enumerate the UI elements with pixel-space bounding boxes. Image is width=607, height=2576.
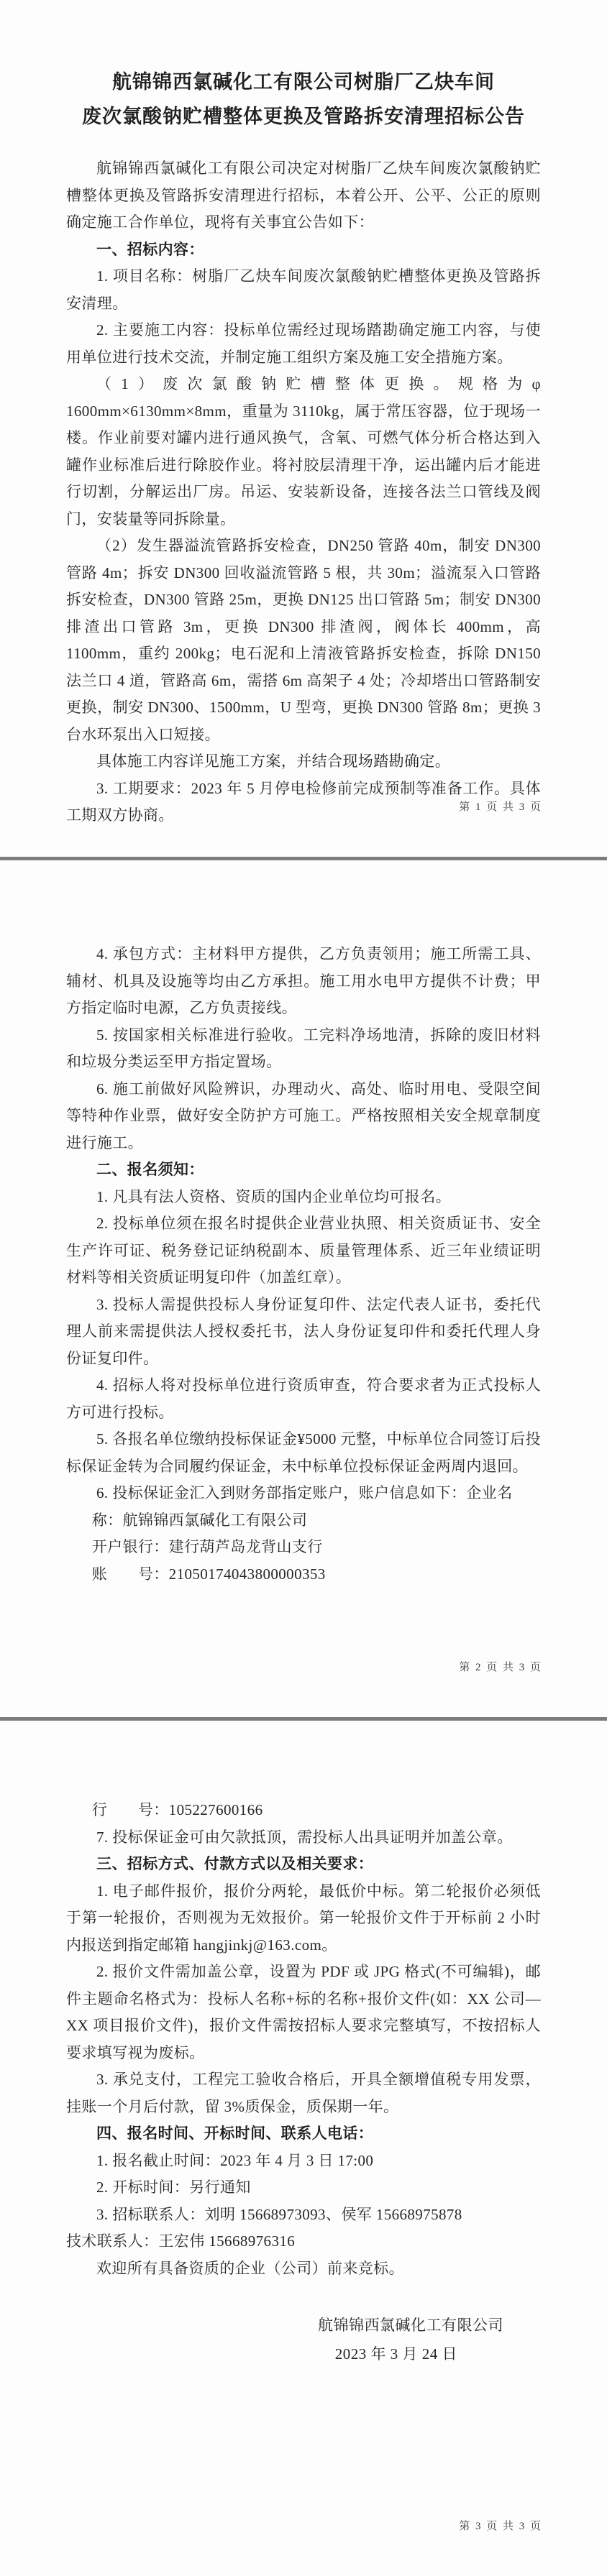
document-title	[66, 65, 541, 134]
intro-paragraph: 航锦锦西氯碱化工有限公司决定对树脂厂乙炔车间废次氯酸钠贮槽整体更换及管路拆安清理进行招标，本着公开、公平、公正的原则确定施工合作单位，现将有关事宜公告如下：	[66, 160, 541, 231]
registration-note-qualification-review: 4. 招标人将对投标单位进行资质审查，符合要求者为正式投标人方可进行投标。	[66, 1376, 541, 1421]
page-2	[0, 860, 607, 1717]
bank-branch-number-line: 行 号：105227600166	[91, 1801, 263, 1818]
item-main-construction-content: 2. 主要施工内容：投标单位需经过现场踏勘确定施工内容，与使用单位进行技术交流，并制定施工组织方案及施工安全措施方案。	[66, 321, 541, 366]
account-number-line: 账 号：21050174043800000353	[91, 1565, 326, 1583]
item-contracting-method: 4. 承包方式：主材料甲方提供，乙方负责领用；施工所需工具、辅材、机具及设施等均由乙方承担。施工用水电甲方提供不计费；甲方指定临时电源，乙方负责接线。	[66, 945, 541, 1016]
page-1	[0, 0, 607, 857]
item-deposit-offset: 7. 投标保证金可由欠款抵顶，需投标人出具证明并加盖公章。	[96, 1828, 513, 1846]
document-title-line2: 废次氯酸钠贮槽整体更换及管路拆安清理招标公告	[82, 106, 525, 127]
registration-note-bid-deposit: 5. 各报名单位缴纳投标保证金¥5000 元整，中标单位合同签订后投标保证金转为合同履约保证金，未中标单位投标保证金两周内退回。	[66, 1430, 541, 1475]
item-acceptance-standard: 5. 按国家相关标准进行验收。工完料净场地清，拆除的废旧材料和垃圾分类运至甲方指定置场。	[66, 1026, 541, 1070]
page-number: 第 2 页 共 3 页	[459, 1662, 542, 1673]
section2-heading: 二、报名须知：	[96, 1162, 204, 1178]
item-schedule-requirement: 3. 工期要求：2023 年 5 月停电检修前完成预制等准备工作。具体工期双方协商。	[66, 779, 541, 824]
sub-item-pipeline-work: （2）发生器溢流管路拆安检查，DN250 管路 40m，制安 DN300 管路 4m；拆安 DN300 回收溢流管路 5 根，共 30m；溢流泵入口管路拆安检查，DN300 管路 25m，更换 DN125 出口管路 5m；制安 DN300 排渣出口管路 3m，更换 DN300 排渣阀，阀体长 400mm，高 1100mm，重约 200kg；电石泥和上清液管路拆安检查，拆除 DN150 法兰口 4 道，管路高 6m，需搭 6m 高架子 4 处；冷却塔出口管路制安更换，制安 DN300、1500mm，U 型弯，更换 DN300 管路 8m；更换 3 台水环泵出入口短接。	[66, 537, 541, 743]
section4-heading: 四、报名时间、开标时间、联系人电话：	[96, 2125, 374, 2142]
item-project-name: 1. 项目名称：树脂厂乙炔车间废次氯酸钠贮槽整体更换及管路拆安清理。	[66, 267, 541, 312]
document-title-line1: 航锦锦西氯碱化工有限公司树脂厂乙炔车间	[112, 71, 495, 93]
signature-block	[66, 2311, 541, 2368]
construction-note: 具体施工内容详见施工方案，并结合现场踏勘确定。	[96, 753, 451, 770]
technical-contact: 技术联系人：王宏伟 15668976316	[66, 2232, 296, 2250]
method-payment-terms: 3. 承兑支付，工程完工验收合格后，开具全额增值税专用发票，挂账一个月后付款，留 3%质保金，质保期一年。	[66, 2071, 541, 2115]
registration-note-identity-documents: 3. 投标人需提供投标人身份证复印件、法定代表人证书，委托代理人前来需提供法人授权委托书，法人身份证复印件和委托代理人身份证复印件。	[66, 1295, 541, 1367]
method-quotation-file-format: 2. 报价文件需加盖公章，设置为 PDF 或 JPG 格式(不可编辑)，邮件主题命名格式为：投标人名称+标的名称+报价文件(如：XX 公司—XX 项目报价文件)，报价文件需按招标人要求完整填写，不按招标人要求填写视为废标。	[66, 1963, 541, 2061]
registration-note-eligibility: 1. 凡具有法人资格、资质的国内企业单位均可报名。	[96, 1187, 451, 1205]
page-number: 第 3 页 共 3 页	[459, 2521, 542, 2532]
tender-contacts: 3. 招标联系人：刘明 15668973093、侯军 15668975878	[96, 2205, 462, 2223]
item-safety-requirement: 6. 施工前做好风险辨识，办理动火、高处、临时用电、受限空间等特种作业票，做好安全防护方可施工。严格按照相关安全规章制度进行施工。	[66, 1080, 541, 1151]
sub-item-tank-replacement: （1）废次氯酸钠贮槽整体更换。规格为φ 1600mm×6130mm×8mm，重量为 3110kg，属于常压容器，位于现场一楼。作业前要对罐内进行通风换气，含氧、可燃气体分析合格达到入罐作业标准后进行除胶作业。将衬胶层清理干净，运出罐内后才能进行切割，分解运出厂房。吊运、安装新设备，连接各法兰口管线及阀门，安装量等同拆除量。	[66, 375, 541, 528]
registration-deadline: 1. 报名截止时间：2023 年 4 月 3 日 17:00	[96, 2151, 374, 2169]
bid-opening-time: 2. 开标时间：另行通知	[96, 2179, 251, 2196]
bank-name-line: 开户银行：建行葫芦岛龙背山支行	[91, 1538, 323, 1555]
page-3	[0, 1721, 607, 2576]
section3-heading: 三、招标方式、付款方式以及相关要求：	[96, 1856, 374, 1872]
section1-heading: 一、招标内容：	[96, 241, 204, 258]
account-company-name: 称：航锦锦西氯碱化工有限公司	[91, 1511, 308, 1529]
registration-note-credentials: 2. 投标单位须在报名时提供企业营业执照、相关资质证书、安全生产许可证、税务登记证纳税副本、质量管理体系、近三年业绩证明材料等相关资质证明复印件（加盖红章）。	[66, 1215, 541, 1286]
signature-date: 2023 年 3 月 24 日	[334, 2345, 457, 2363]
page-number: 第 1 页 共 3 页	[459, 801, 542, 813]
welcome-line: 欢迎所有具备资质的企业（公司）前来竞标。	[96, 2259, 404, 2277]
signature-company-name: 航锦锦西氯碱化工有限公司	[318, 2317, 503, 2334]
registration-note-account-info: 6. 投标保证金汇入到财务部指定账户，账户信息如下：企业名	[96, 1484, 513, 1501]
method-email-quotation: 1. 电子邮件报价，报价分两轮，最低价中标。第二轮报价必须低于第一轮报价，否则视为无效报价。第一轮报价文件于开标前 2 小时内报送到指定邮箱 hangjinkj@163.com。	[66, 1882, 541, 1954]
